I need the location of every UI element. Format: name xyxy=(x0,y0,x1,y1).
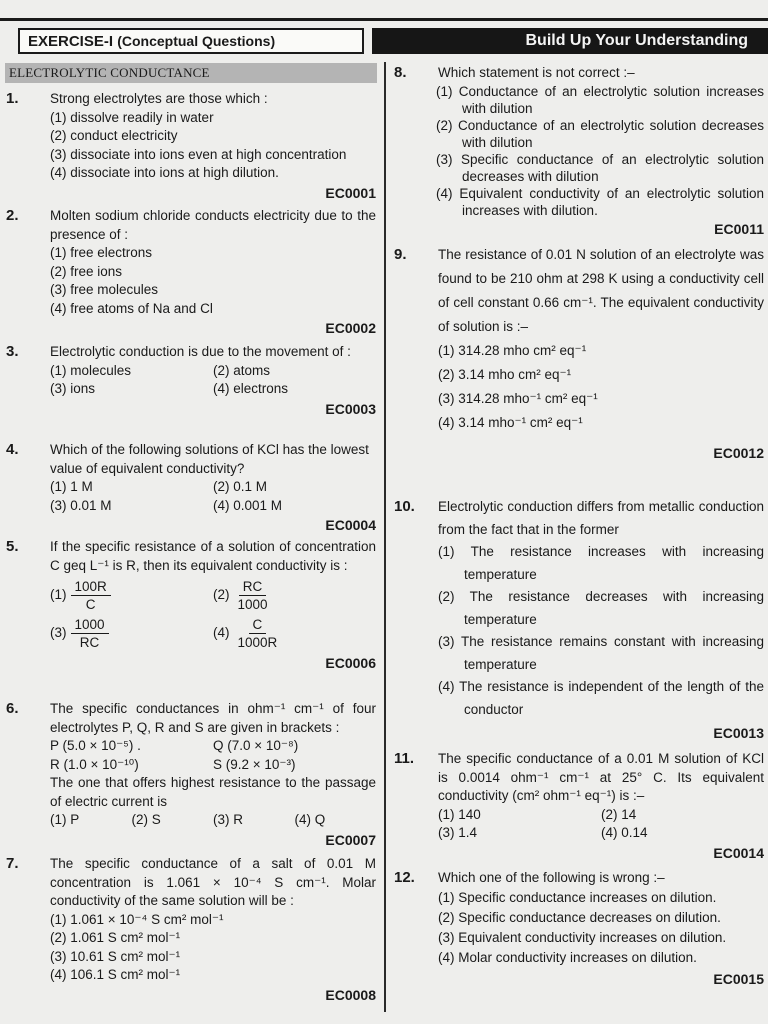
option: (4) Q xyxy=(294,812,326,827)
option: (4) 0.001 M xyxy=(213,497,283,513)
option: (3) 1.4 xyxy=(438,825,478,840)
question-5 xyxy=(6,538,376,673)
exercise-title: EXERCISE-I xyxy=(28,33,114,50)
option: (3) 314.28 mho⁻¹ cm² eq⁻¹ xyxy=(438,391,598,406)
question-10 xyxy=(394,496,764,745)
question-3 xyxy=(6,343,376,418)
question-stem: If the specific resistance of a solution of concentration C geq L⁻¹ is R, then its equivalent conductivity is : xyxy=(50,539,376,573)
data-item: Q (7.0 × 10⁻⁸) xyxy=(213,738,299,753)
option: (3) 0.01 M xyxy=(50,497,112,513)
option: (1) molecules xyxy=(50,362,132,378)
question-number: 2. xyxy=(6,207,19,224)
question-number: 5. xyxy=(6,538,19,555)
question-number: 12. xyxy=(394,869,415,886)
option: (1) free electrons xyxy=(50,245,153,260)
option: (1) 140 xyxy=(438,806,481,822)
question-code: EC0003 xyxy=(325,400,376,417)
option: (1) P xyxy=(50,812,80,827)
option-label: (1) xyxy=(50,587,67,603)
question-code: EC0004 xyxy=(325,517,376,533)
question-11 xyxy=(394,750,764,862)
question-stem: Which of the following solutions of KCl has the lowest value of equivalent conductivity? xyxy=(50,442,369,476)
top-rule xyxy=(0,18,768,21)
data-item: S (9.2 × 10⁻³) xyxy=(213,756,296,772)
question-stem: The resistance of 0.01 N solution of an electrolyte was found to be 210 ohm at 298 K using a conductivity cell of cell constant 0.66 cm⁻¹. The equivalent conductivity of solution is :– xyxy=(438,247,764,334)
option: (3) The resistance remains constant with increasing temperature xyxy=(438,634,764,672)
question-stem: Electrolytic conduction is due to the movement of : xyxy=(50,344,351,359)
question-number: 7. xyxy=(6,855,19,872)
question-stem: The specific conductance of a salt of 0.01 M concentration is 1.061 × 10⁻⁴ S cm⁻¹. Molar conductivity of the same solution will be : xyxy=(50,856,376,908)
question-code: EC0012 xyxy=(713,445,764,461)
question-stem: Molten sodium chloride conducts electricity due to the presence of : xyxy=(50,208,376,242)
option: (3) free molecules xyxy=(50,282,159,297)
option: (3) dissociate into ions even at high concentration xyxy=(50,146,347,162)
question-stem: The specific conductances in ohm⁻¹ cm⁻¹ of four electrolytes P, Q, R and S are given in brackets : xyxy=(50,701,376,735)
fraction xyxy=(71,616,109,651)
question-number: 9. xyxy=(394,246,407,263)
option: (4) dissociate into ions at high dilution. xyxy=(50,165,279,180)
option: (3) ions xyxy=(50,381,96,396)
question-code: EC0007 xyxy=(325,831,376,848)
exercise-subtitle: (Conceptual Questions) xyxy=(117,33,276,49)
question-9 xyxy=(394,243,764,465)
denominator: RC xyxy=(79,635,100,650)
option: (4) 3.14 mho⁻¹ cm² eq⁻¹ xyxy=(438,415,583,430)
option: (4) The resistance is independent of the length of the conductor xyxy=(438,679,764,717)
option: (2) Conductance of an electrolytic solution decreases with dilution xyxy=(436,117,764,150)
option-label: (3) xyxy=(50,625,67,641)
option: (2) free ions xyxy=(50,263,123,279)
option: (4) 106.1 S cm² mol⁻¹ xyxy=(50,967,181,982)
option: (2) 1.061 S cm² mol⁻¹ xyxy=(50,930,181,945)
option xyxy=(213,578,376,613)
question-7 xyxy=(6,855,376,1004)
question-code: EC0013 xyxy=(713,725,764,741)
question-code: EC0014 xyxy=(713,844,764,861)
option: (1) Specific conductance increases on dilution. xyxy=(438,890,717,905)
question-stem: The specific conductance of a 0.01 M solution of KCl is 0.0014 ohm⁻¹ cm⁻¹ at 25° C. Its equivalent conductivity (cm² ohm⁻¹ eq⁻¹) is :– xyxy=(438,751,764,803)
fraction xyxy=(71,578,111,613)
option: (3) R xyxy=(213,812,243,827)
option: (2) 0.1 M xyxy=(213,479,268,494)
data-item: R (1.0 × 10⁻¹⁰) xyxy=(50,756,139,772)
option: (2) atoms xyxy=(213,362,271,378)
exercise-header xyxy=(18,28,364,54)
option-label: (2) xyxy=(213,587,230,603)
denominator: C xyxy=(85,597,96,612)
option: (2) Specific conductance decreases on dilution. xyxy=(438,910,721,925)
option: (4) Equivalent conductivity of an electrolytic solution increases with dilution. xyxy=(436,185,764,218)
option: (4) Molar conductivity increases on dilution. xyxy=(438,950,697,965)
question-number: 11. xyxy=(394,750,415,767)
tagline-banner: Build Up Your Understanding xyxy=(372,28,768,54)
question-stem: Strong electrolytes are those which : xyxy=(50,91,268,106)
numerator: 100R xyxy=(71,578,111,596)
question-6 xyxy=(6,700,376,849)
question-4 xyxy=(6,441,376,535)
question-stem-continued: The one that offers highest resistance to the passage of electric current is xyxy=(50,775,376,809)
option: (1) The resistance increases with increasing temperature xyxy=(438,544,764,582)
option: (1) 1 M xyxy=(50,479,93,494)
fraction xyxy=(234,578,272,613)
option: (2) S xyxy=(131,812,161,827)
option: (2) The resistance decreases with increasing temperature xyxy=(438,589,764,627)
denominator: 1000R xyxy=(237,635,278,650)
question-code: EC0008 xyxy=(325,986,376,1003)
numerator: C xyxy=(249,616,267,634)
question-number: 6. xyxy=(6,700,19,717)
question-number: 1. xyxy=(6,90,19,107)
option: (1) dissolve readily in water xyxy=(50,109,214,125)
question-number: 10. xyxy=(394,498,415,515)
option-label: (4) xyxy=(213,625,230,641)
question-code: EC0001 xyxy=(325,184,376,201)
question-number: 3. xyxy=(6,343,19,360)
option: (2) conduct electricity xyxy=(50,128,178,143)
option: (2) 3.14 mho cm² eq⁻¹ xyxy=(438,367,572,382)
question-12 xyxy=(394,868,764,989)
option: (3) 10.61 S cm² mol⁻¹ xyxy=(50,948,181,964)
option xyxy=(50,616,213,651)
option xyxy=(213,616,376,651)
option: (4) free atoms of Na and Cl xyxy=(50,300,213,316)
option: (2) 14 xyxy=(601,806,637,822)
option: (4) 0.14 xyxy=(601,825,648,840)
data-item: P (5.0 × 10⁻⁵) . xyxy=(50,738,141,753)
question-1 xyxy=(6,90,376,202)
question-8 xyxy=(394,64,764,238)
question-number: 4. xyxy=(6,441,19,458)
option: (4) electrons xyxy=(213,381,289,396)
question-code: EC0006 xyxy=(325,655,376,671)
question-stem: Which one of the following is wrong :– xyxy=(438,870,665,885)
option xyxy=(50,578,213,613)
question-code: EC0015 xyxy=(713,971,764,987)
option: (3) Equivalent conductivity increases on dilution. xyxy=(438,930,727,945)
option: (1) 1.061 × 10⁻⁴ S cm² mol⁻¹ xyxy=(50,911,224,927)
column-divider xyxy=(384,62,386,1012)
numerator: 1000 xyxy=(71,616,109,634)
fraction xyxy=(234,616,282,651)
question-code: EC0002 xyxy=(325,320,376,336)
question-stem: Which statement is not correct :– xyxy=(438,65,635,80)
section-heading: ELECTROLYTIC CONDUCTANCE xyxy=(5,63,377,83)
question-stem: Electrolytic conduction differs from metallic conduction from the fact that in the former xyxy=(438,499,764,537)
denominator: 1000 xyxy=(237,597,268,612)
option: (1) 314.28 mho cm² eq⁻¹ xyxy=(438,343,587,358)
question-2 xyxy=(6,207,376,338)
option: (3) Specific conductance of an electrolytic solution decreases with dilution xyxy=(436,151,764,184)
numerator: RC xyxy=(239,578,267,596)
question-code: EC0011 xyxy=(714,220,764,237)
question-number: 8. xyxy=(394,64,407,81)
option: (1) Conductance of an electrolytic solution increases with dilution xyxy=(436,83,764,116)
